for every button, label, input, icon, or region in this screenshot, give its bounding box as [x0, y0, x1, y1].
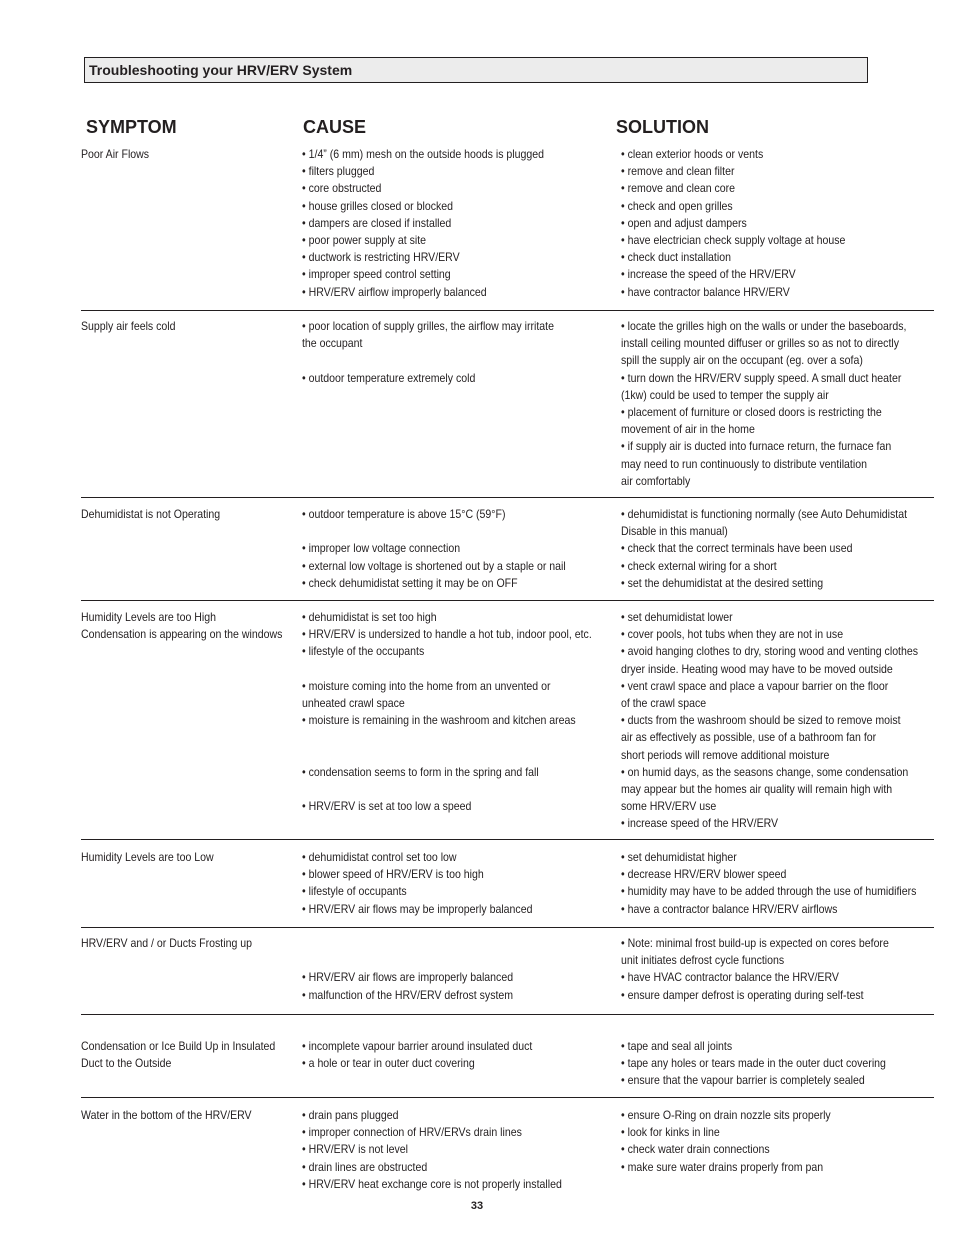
solution-text: • open and adjust dampers	[621, 215, 747, 230]
cause-text: • poor location of supply grilles, the airflow may irritate	[302, 319, 554, 333]
solution-header: SOLUTION	[616, 117, 709, 137]
symptom-text: Humidity Levels are too High	[81, 610, 216, 624]
cause-text: • HRV/ERV air flows may be improperly balanced	[302, 901, 533, 916]
solution-text: unit initiates defrost cycle functions	[621, 953, 785, 968]
row-divider	[81, 310, 934, 311]
solution-text: of the crawl space	[621, 696, 707, 710]
row-divider	[81, 497, 934, 498]
cause-text: • outdoor temperature is above 15°C (59°F)	[302, 507, 506, 521]
solution-text: • check that the correct terminals have been used	[621, 541, 853, 556]
solution-text: short periods will remove additional moisture	[621, 747, 830, 762]
solution-text: • turn down the HRV/ERV supply speed. A small duct heater	[621, 370, 902, 385]
cause-text: • dehumidistat control set too low	[302, 850, 457, 864]
cause-text: • improper speed control setting	[302, 267, 451, 282]
symptom-text: Duct to the Outside	[81, 1056, 172, 1071]
solution-text: • make sure water drains properly from pan	[621, 1159, 824, 1174]
solution-text: (1kw) could be used to temper the supply air	[621, 387, 829, 402]
cause-text: • improper low voltage connection	[302, 541, 461, 556]
cause-text: • a hole or tear in outer duct covering	[302, 1056, 475, 1071]
cause-text: • improper connection of HRV/ERVs drain lines	[302, 1125, 522, 1140]
symptom-text: Supply air feels cold	[81, 319, 176, 333]
cause-text: • drain pans plugged	[302, 1108, 399, 1122]
solution-text: • set the dehumidistat at the desired setting	[621, 575, 824, 590]
solution-text: • ensure damper defrost is operating during self-test	[621, 987, 864, 1002]
cause-text: • HRV/ERV is set at too low a speed	[302, 799, 472, 814]
symptom-text: HRV/ERV and / or Ducts Frosting up	[81, 936, 252, 950]
solution-text: • set dehumidistat higher	[621, 850, 737, 864]
cause-text: • check dehumidistat setting it may be on OFF	[302, 575, 518, 590]
cause-text: • moisture is remaining in the washroom and kitchen areas	[302, 713, 576, 728]
symptom-text: Dehumidistat is not Operating	[81, 507, 221, 521]
solution-text: • look for kinks in line	[621, 1125, 720, 1140]
cause-text: • lifestyle of occupants	[302, 884, 407, 899]
solution-text: • dehumidistat is functioning normally (see Auto Dehumidistat	[621, 507, 908, 521]
solution-text: • have HVAC contractor balance the HRV/ERV	[621, 970, 839, 985]
symptom-text: Condensation or Ice Build Up in Insulated	[81, 1039, 276, 1053]
solution-text: • ducts from the washroom should be sized to remove moist	[621, 713, 901, 728]
solution-text: • check and open grilles	[621, 198, 733, 213]
cause-text: • HRV/ERV air flows are improperly balanced	[302, 970, 514, 985]
solution-text: movement of air in the home	[621, 422, 755, 437]
cause-text: • moisture coming into the home from an unvented or	[302, 678, 551, 693]
cause-text: • dehumidistat is set too high	[302, 610, 437, 624]
cause-text: • 1/4” (6 mm) mesh on the outside hoods is plugged	[302, 147, 545, 161]
cause-text: • HRV/ERV is not level	[302, 1142, 409, 1157]
solution-text: • ensure that the vapour barrier is completely sealed	[621, 1073, 865, 1088]
solution-text: • on humid days, as the seasons change, some condensation	[621, 764, 909, 779]
solution-text: • avoid hanging clothes to dry, storing wood and venting clothes	[621, 644, 919, 659]
solution-text: • Note: minimal frost build-up is expected on cores before	[621, 936, 889, 950]
symptom-text: Condensation is appearing on the windows	[81, 627, 283, 642]
section-title-bar	[84, 57, 868, 83]
solution-text: • remove and clean core	[621, 181, 736, 196]
solution-text: • have contractor balance HRV/ERV	[621, 284, 790, 299]
solution-text: • locate the grilles high on the walls or under the baseboards,	[621, 319, 907, 333]
solution-text: • humidity may have to be added through the use of humidifiers	[621, 884, 917, 899]
solution-text: • check external wiring for a short	[621, 558, 777, 573]
solution-text: • ensure O-Ring on drain nozzle sits properly	[621, 1108, 831, 1122]
solution-text: • increase the speed of the HRV/ERV	[621, 267, 796, 282]
row-divider	[81, 927, 934, 928]
solution-text: • tape and seal all joints	[621, 1039, 733, 1053]
cause-text: unheated crawl space	[302, 696, 405, 710]
cause-text: • drain lines are obstructed	[302, 1159, 428, 1174]
cause-text: • HRV/ERV is undersized to handle a hot tub, indoor pool, etc.	[302, 627, 592, 642]
symptom-header: SYMPTOM	[86, 117, 177, 137]
solution-text: • have a contractor balance HRV/ERV airflows	[621, 901, 838, 916]
solution-text: some HRV/ERV use	[621, 799, 717, 814]
solution-text: air as effectively as possible, use of a bathroom fan for	[621, 730, 877, 745]
solution-text: • placement of furniture or closed doors is restricting the	[621, 405, 882, 419]
cause-text: • ductwork is restricting HRV/ERV	[302, 250, 460, 265]
cause-text: • dampers are closed if installed	[302, 215, 452, 230]
solution-text: • vent crawl space and place a vapour barrier on the floor	[621, 678, 889, 693]
cause-text: • house grilles closed or blocked	[302, 198, 454, 213]
solution-text: • have electrician check supply voltage at house	[621, 233, 846, 247]
cause-text: • malfunction of the HRV/ERV defrost system	[302, 987, 514, 1002]
solution-text: spill the supply air on the occupant (eg. over a sofa)	[621, 353, 863, 368]
solution-text: • cover pools, hot tubs when they are not in use	[621, 627, 844, 642]
cause-text: • HRV/ERV heat exchange core is not properly installed	[302, 1176, 562, 1191]
cause-text: • condensation seems to form in the spring and fall	[302, 764, 539, 779]
solution-text: install ceiling mounted diffuser or grilles so as not to directly	[621, 336, 900, 351]
cause-text: • incomplete vapour barrier around insulated duct	[302, 1039, 533, 1053]
cause-text: • lifestyle of the occupants	[302, 644, 425, 659]
cause-text: • blower speed of HRV/ERV is too high	[302, 867, 484, 882]
solution-text: • check duct installation	[621, 250, 731, 265]
solution-text: • set dehumidistat lower	[621, 610, 733, 624]
solution-text: • tape any holes or tears made in the outer duct covering	[621, 1056, 886, 1071]
cause-text: • filters plugged	[302, 164, 375, 179]
row-divider	[81, 1014, 934, 1015]
solution-text: dryer inside. Heating wood may have to be moved outside	[621, 661, 893, 676]
solution-text: • increase speed of the HRV/ERV	[621, 816, 779, 831]
row-divider	[81, 839, 934, 840]
solution-text: may need to run continuously to distribute ventilation	[621, 456, 867, 471]
solution-text: may appear but the homes air quality will remain high with	[621, 782, 893, 796]
cause-text: • core obstructed	[302, 181, 382, 196]
solution-text: • check water drain connections	[621, 1142, 770, 1157]
row-divider	[81, 600, 934, 601]
symptom-text: Water in the bottom of the HRV/ERV	[81, 1108, 252, 1122]
solution-text: Disable in this manual)	[621, 524, 728, 539]
solution-text: air comfortably	[621, 473, 691, 488]
symptom-text: Humidity Levels are too Low	[81, 850, 214, 864]
cause-text: • outdoor temperature extremely cold	[302, 370, 476, 385]
cause-text: • HRV/ERV airflow improperly balanced	[302, 284, 487, 299]
solution-text: • decrease HRV/ERV blower speed	[621, 867, 787, 882]
section-title: Troubleshooting your HRV/ERV System	[89, 62, 353, 78]
page-number: 33	[470, 1200, 484, 1212]
row-divider	[81, 1097, 934, 1098]
cause-text: • external low voltage is shortened out by a staple or nail	[302, 558, 566, 573]
symptom-text: Poor Air Flows	[81, 147, 150, 161]
cause-text: the occupant	[302, 336, 363, 351]
solution-text: • clean exterior hoods or vents	[621, 147, 764, 161]
cause-header: CAUSE	[303, 117, 367, 137]
solution-text: • if supply air is ducted into furnace return, the furnace fan	[621, 439, 892, 454]
cause-text: • poor power supply at site	[302, 233, 427, 247]
solution-text: • remove and clean filter	[621, 164, 735, 179]
